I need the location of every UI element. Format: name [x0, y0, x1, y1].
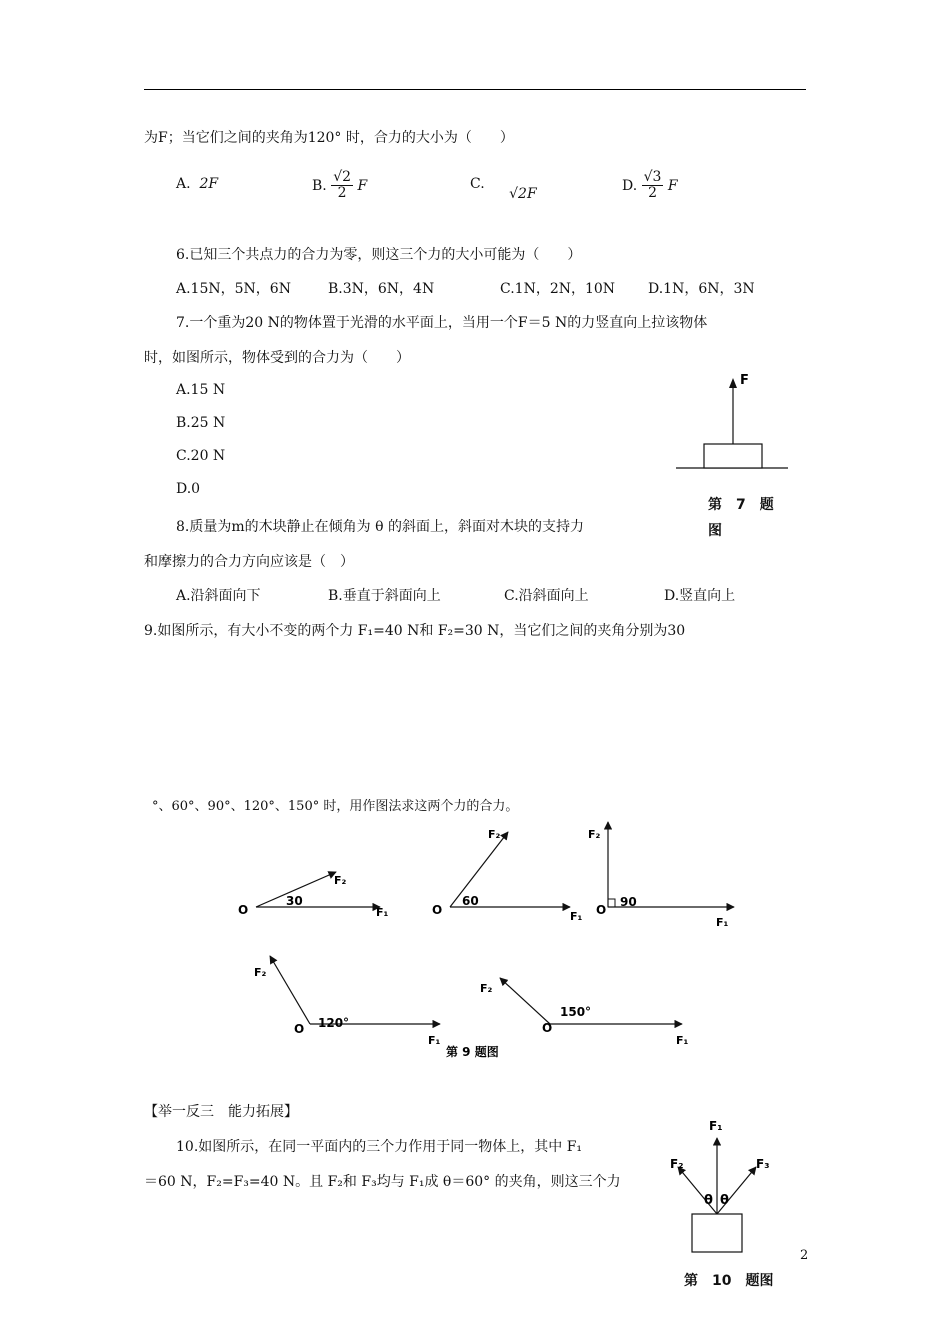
- q7-figure: [676, 368, 792, 474]
- f1-label: F₁: [428, 1034, 441, 1047]
- option-label: B.: [312, 177, 327, 194]
- q8-option-d[interactable]: D.竖直向上: [664, 588, 736, 604]
- angle-label: 30: [286, 894, 303, 908]
- option-label: D.: [622, 177, 638, 194]
- origin-label: O: [294, 1022, 305, 1036]
- q7-option-d[interactable]: D.0: [176, 481, 201, 497]
- f3-label: F₃: [756, 1157, 770, 1171]
- origin-label: O: [238, 903, 249, 917]
- q7-option-b[interactable]: B.25 N: [176, 415, 226, 431]
- q9-stem: 9.如图所示，有大小不变的两个力 F₁=40 N和 F₂=30 N，当它们之间的夹角分别为30: [144, 623, 686, 639]
- origin-label: O: [432, 903, 443, 917]
- q5-option-d[interactable]: [622, 170, 678, 202]
- f1-label: F₁: [676, 1034, 689, 1047]
- page-number: 2: [800, 1248, 809, 1263]
- origin-label: O: [542, 1021, 553, 1035]
- q10-figure: [664, 1114, 780, 1256]
- q8-option-c[interactable]: C.沿斜面向上: [504, 588, 589, 604]
- force-label: F: [740, 373, 749, 388]
- fraction: [642, 170, 664, 202]
- q8-stem-line2: 和摩擦力的合力方向应该是（ ）: [144, 554, 354, 570]
- q10-stem-line2: ＝60 N，F₂=F₃=40 N。且 F₂和 F₃均与 F₁成 θ＝60° 的夹角，则这三个力: [144, 1174, 621, 1190]
- f2-label: F₂: [334, 874, 347, 887]
- q6-option-b[interactable]: B.3N，6N，4N: [328, 281, 435, 297]
- q5-option-a[interactable]: [176, 176, 218, 192]
- arrow-head: [729, 378, 737, 388]
- angle-label: 120°: [318, 1016, 350, 1030]
- option-value: √2F: [509, 186, 537, 202]
- f2-label: F₂: [480, 982, 493, 995]
- f1-label: F₁: [709, 1119, 723, 1133]
- numerator: √2: [333, 169, 352, 185]
- diagram-60: [432, 828, 583, 923]
- header-rule: [144, 89, 806, 90]
- q7-option-c[interactable]: C.20 N: [176, 448, 226, 464]
- block: [704, 444, 762, 468]
- q8-option-b[interactable]: B.垂直于斜面向上: [328, 588, 441, 604]
- f2-label: F₂: [588, 828, 601, 841]
- f2-arrow: [450, 832, 508, 907]
- q9-continuation: °、60°、90°、120°、150° 时，用作图法求这两个力的合力。: [152, 799, 519, 814]
- q7-stem-line1: 7.一个重为20 N的物体置于光滑的水平面上，当用一个F＝5 N的力竖直向上拉该物体: [176, 315, 708, 331]
- f2-label: F₂: [254, 966, 267, 979]
- f2-label: F₂: [488, 828, 501, 841]
- q10-caption: 第 10 题图: [684, 1273, 774, 1289]
- q10-stem-line1: 10.如图所示，在同一平面内的三个力作用于同一物体上，其中 F₁: [176, 1139, 583, 1155]
- q6-option-d[interactable]: D.1N，6N，3N: [648, 281, 755, 297]
- q6-option-c[interactable]: C.1N，2N，10N: [500, 281, 616, 297]
- numerator: √3: [643, 169, 662, 185]
- f2-arrow: [500, 978, 550, 1024]
- f1-label: F₁: [376, 906, 389, 919]
- denominator: 2: [337, 185, 347, 202]
- right-angle-mark: [608, 899, 615, 907]
- q8-option-a[interactable]: A.沿斜面向下: [176, 588, 261, 604]
- section-heading: 【举一反三 能力拓展】: [144, 1104, 298, 1120]
- f1-label: F₁: [716, 916, 729, 929]
- diagram-120: [254, 956, 441, 1047]
- angle-label: 150°: [560, 1005, 592, 1019]
- f1-label: F₁: [570, 910, 583, 923]
- option-label: A.: [176, 176, 191, 192]
- denominator: 2: [648, 185, 658, 202]
- origin-label: O: [596, 903, 607, 917]
- fraction: [331, 170, 353, 202]
- q8-stem-line1: 8.质量为m的木块静止在倾角为 θ 的斜面上，斜面对木块的支持力: [176, 519, 584, 535]
- variable: F: [357, 177, 368, 194]
- theta-left: θ: [704, 1193, 713, 1208]
- diagram-150: [480, 978, 689, 1047]
- diagram-30: [238, 872, 389, 919]
- object-box: [692, 1214, 742, 1252]
- q5-continuation: 为F；当它们之间的夹角为120° 时，合力的大小为（ ）: [144, 130, 514, 146]
- f2-arrow: [270, 956, 310, 1024]
- option-value: 2F: [199, 176, 219, 192]
- q7-caption-line1: 第 7 题: [708, 497, 774, 513]
- variable: F: [667, 177, 678, 194]
- q7-option-a[interactable]: A.15 N: [176, 382, 226, 398]
- q9-caption: 第 9 题图: [446, 1045, 499, 1059]
- angle-label: 60: [462, 894, 479, 908]
- f2-label: F₂: [670, 1157, 684, 1171]
- q5-option-b[interactable]: [312, 170, 367, 202]
- q6-option-a[interactable]: A.15N，5N，6N: [176, 281, 291, 297]
- q6-stem: 6.已知三个共点力的合力为零，则这三个力的大小可能为（ ）: [176, 247, 582, 263]
- theta-right: θ: [720, 1193, 729, 1208]
- q7-caption-line2: 图: [708, 523, 722, 539]
- q9-figure: [230, 820, 790, 1060]
- option-label: C.: [470, 176, 485, 192]
- q7-stem-line2: 时，如图所示，物体受到的合力为（ ）: [144, 350, 410, 366]
- diagram-90: [588, 822, 734, 929]
- angle-label: 90: [620, 895, 637, 909]
- q5-option-c[interactable]: [470, 176, 537, 202]
